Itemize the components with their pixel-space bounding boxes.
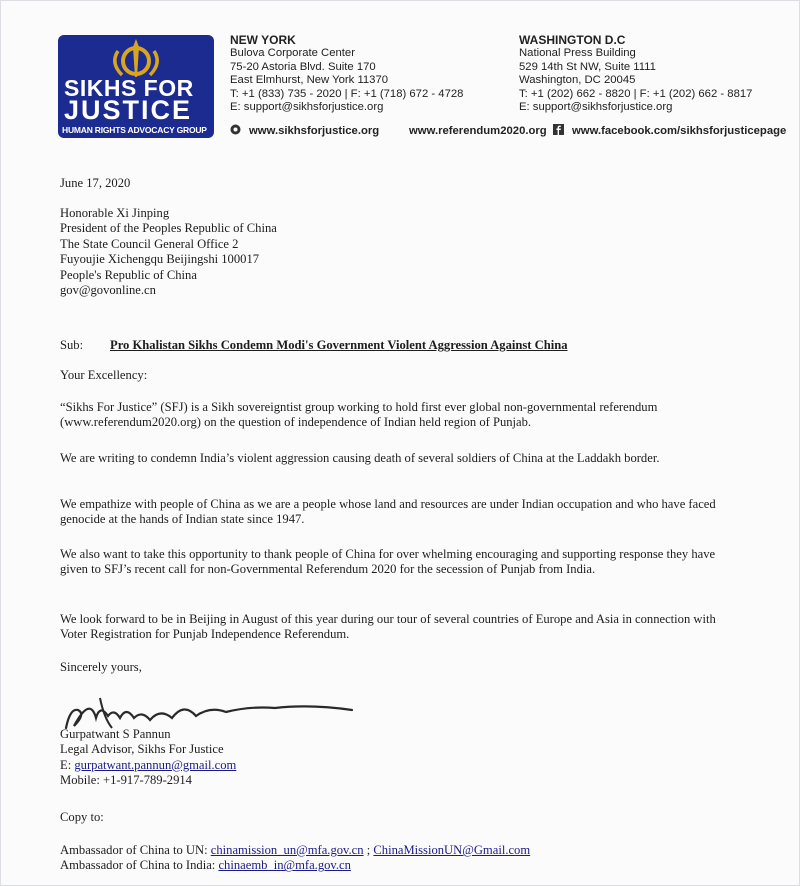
paragraph: We look forward to be in Beijing in August of this year during our tour of several countries of Europe and Asia in connection with Voter Registration for Punjab Independence Referendum. [60, 612, 716, 642]
cc-email-link[interactable]: chinaemb_in@mfa.gov.cn [218, 858, 351, 873]
recipient-line: Honorable Xi Jinping [60, 206, 170, 220]
cc-label: Ambassador of China to India: [60, 858, 216, 873]
web-links [230, 124, 786, 137]
office-line: East Elmhurst, New York 11370 [230, 74, 389, 87]
subject-line [60, 338, 740, 353]
facebook-icon [553, 124, 564, 135]
cc-list [60, 843, 740, 874]
cc-email-link[interactable]: ChinaMissionUN@Gmail.com [373, 843, 531, 857]
paragraph: We empathize with people of China as we are a people whose land and resources are under Indian occupation and who have faced genocide at the hands of Indian state since 1947. [60, 497, 716, 527]
office-city: WASHINGTON D.C [519, 33, 626, 47]
salutation: Your Excellency: [60, 368, 148, 382]
copy-to-label: Copy to: [60, 810, 104, 824]
signer-mobile: Mobile: +1-917-789-2914 [60, 773, 192, 788]
cc-row [60, 843, 740, 858]
recipient-block [60, 206, 740, 298]
signer-title: Legal Advisor, Sikhs For Justice [60, 742, 224, 757]
logo-tagline: HUMAN RIGHTS ADVOCACY GROUP [62, 125, 207, 135]
signer-email-row [60, 758, 740, 773]
signer-block [60, 727, 740, 789]
cc-label: Ambassador of China to UN: [60, 843, 208, 857]
recipient-line: President of the Peoples Republic of China [60, 221, 277, 236]
referendum-link[interactable]: www.referendum2020.org [409, 125, 547, 137]
office-line: National Press Building [519, 47, 636, 60]
subject-text: Pro Khalistan Sikhs Condemn Modi's Government Violent Aggression Against China [110, 338, 568, 352]
office-line: Washington, DC 20045 [519, 74, 636, 87]
office-line: 529 14th St NW, Suite 1111 [519, 60, 656, 73]
closing: Sincerely yours, [60, 660, 142, 674]
office-line: T: +1 (202) 662 - 8820 | F: +1 (202) 662 - 8817 [519, 87, 753, 100]
recipient-line: Fuyoujie Xichengqu Beijingshi 100017 [60, 252, 260, 267]
logo-line-2: JUSTICE [64, 95, 193, 125]
web-icon [230, 124, 241, 135]
office-line: 75-20 Astoria Blvd. Suite 170 [230, 60, 376, 73]
sfj-logo [58, 35, 214, 138]
paragraph: We are writing to condemn India’s violent aggression causing death of several soldiers of China at the Laddakh border. [60, 451, 660, 465]
facebook-link[interactable]: www.facebook.com/sikhsforjusticepage [572, 125, 787, 137]
cc-email-link[interactable]: chinamission_un@mfa.gov.cn [210, 843, 364, 857]
office-line: T: +1 (833) 735 - 2020 | F: +1 (718) 672 - 4728 [230, 87, 464, 100]
paragraph: We also want to take this opportunity to thank people of China for over whelming encouraging and supporting response they have given to SFJ’s recent call for non-Governmental Referendum 2020 for the secession of Punjab from India. [60, 547, 716, 577]
letter-date: June 17, 2020 [60, 176, 131, 190]
office-new-york [230, 34, 463, 114]
recipient-line: gov@govonline.cn [60, 283, 156, 298]
logo-line-1: SIKHS FOR [64, 75, 194, 101]
paragraph: “Sikhs For Justice” (SFJ) is a Sikh sovereigntist group working to hold first ever global non-governmental referendum (www.referendum2020.org) on the question of independence of Indian held region of Punjab. [60, 400, 658, 430]
subject-label: Sub: [60, 338, 84, 352]
website-link[interactable]: www.sikhsforjustice.org [249, 125, 380, 137]
recipient-line: The State Council General Office 2 [60, 236, 239, 251]
recipient-line: People's Republic of China [60, 267, 197, 282]
signer-email-link[interactable]: gurpatwant.pannun@gmail.com [74, 757, 237, 772]
office-washington [519, 34, 752, 114]
cc-row [60, 858, 740, 873]
office-line: Bulova Corporate Center [230, 47, 355, 60]
cc-separator: ; [366, 843, 371, 857]
office-city: NEW YORK [230, 33, 296, 47]
office-line: E: support@sikhsforjustice.org [519, 101, 673, 114]
signer-name: Gurpatwant S Pannun [60, 727, 171, 741]
email-label: E: [60, 757, 72, 772]
office-line: E: support@sikhsforjustice.org [230, 101, 384, 114]
